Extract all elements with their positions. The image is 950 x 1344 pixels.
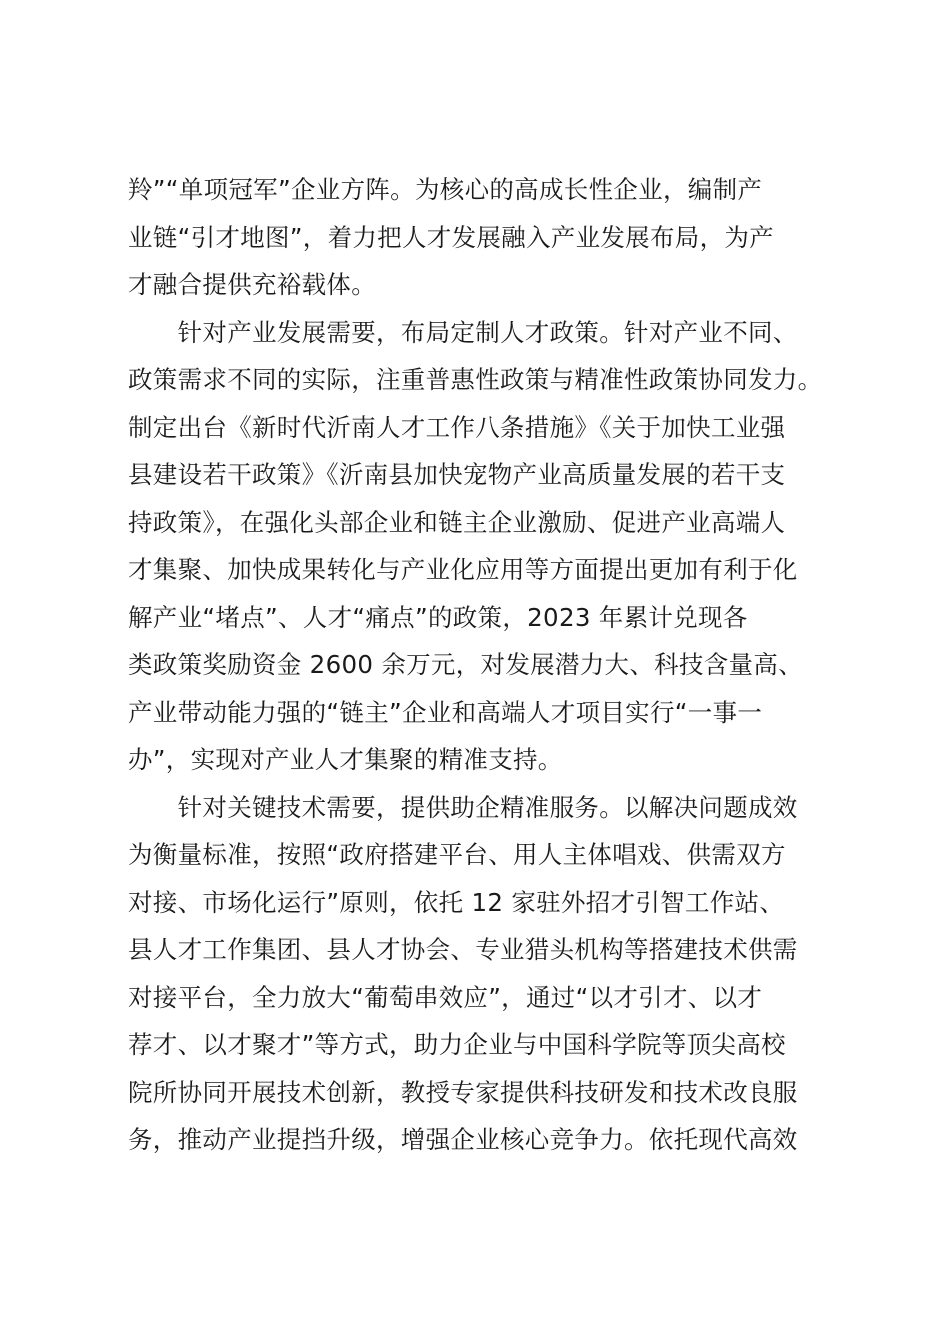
text-line: 类政策奖励资金 2600 余万元，对发展潜力大、科技含量高、 [128, 650, 803, 679]
text-line: 制定出台《新时代沂南人才工作八条措施》《关于加快工业强 [128, 412, 786, 442]
text-line: 对接平台，全力放大“葡萄串效应”，通过“以才引才、以才 [128, 982, 763, 1012]
text-line: 才集聚、加快成果转化与产业化应用等方面提出更加有利于化 [128, 555, 798, 584]
text-line: 县建设若干政策》《沂南县加快宠物产业高质量发展的若干支 [128, 460, 786, 489]
text-line: 办”，实现对产业人才集聚的精准支持。 [128, 745, 563, 774]
text-line: 解产业“堵点”、人才“痛点”的政策，2023 年累计兑现各 [128, 602, 748, 632]
text-line: 务，推动产业提挡升级，增强企业核心竞争力。依托现代高效 [128, 1125, 798, 1154]
text-line: 针对关键技术需要，提供助企精准服务。以解决问题成效 [128, 792, 798, 822]
text-line: 为衡量标准，按照“政府搭建平台、用人主体唱戏、供需双方 [128, 840, 786, 869]
text-line: 才融合提供充裕载体。 [128, 270, 376, 299]
body-text [128, 166, 823, 1164]
text-line: 羚”“单项冠军”企业方阵。为核心的高成长性企业，编制产 [128, 175, 763, 204]
text-line: 针对产业发展需要，布局定制人才政策。针对产业不同、 [128, 317, 798, 347]
text-line: 产业带动能力强的“链主”企业和高端人才项目实行“一事一 [128, 697, 763, 727]
text-line: 政策需求不同的实际，注重普惠性政策与精准性政策协同发力。 [128, 365, 823, 394]
text-line: 对接、市场化运行”原则，依托 12 家驻外招才引智工作站、 [128, 887, 785, 917]
text-line: 持政策》，在强化头部企业和链主企业激励、促进产业高端人 [128, 507, 786, 537]
text-line: 荐才、以才聚才”等方式，助力企业与中国科学院等顶尖高校 [128, 1030, 786, 1059]
text-line: 县人才工作集团、县人才协会、专业猎头机构等搭建技术供需 [128, 935, 798, 964]
text-line: 院所协同开展技术创新，教授专家提供科技研发和技术改良服 [128, 1077, 798, 1107]
text-line: 业链“引才地图”，着力把人才发展融入产业发展布局，为产 [128, 222, 774, 252]
